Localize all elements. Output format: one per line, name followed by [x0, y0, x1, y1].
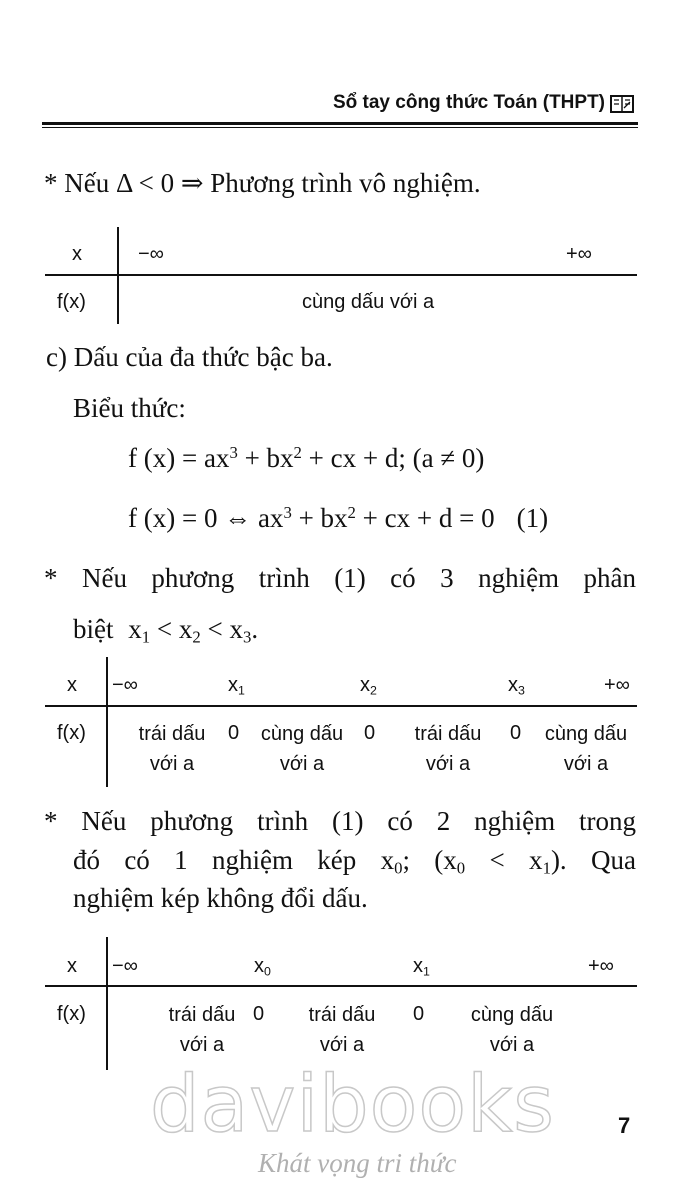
- formula-part: f (x) = ax: [128, 443, 230, 474]
- header-rule: [42, 122, 638, 125]
- watermark-brand: davibooks: [150, 1060, 555, 1150]
- less-than: <: [156, 614, 173, 644]
- text-part: ; (x: [402, 845, 457, 875]
- subscript: 1: [423, 964, 430, 979]
- expression-label: Biểu thức:: [73, 393, 186, 423]
- case-three-roots-line1: * Nếu phương trình (1) có 3 nghiệm phân: [44, 563, 636, 593]
- root-x3: [508, 674, 525, 697]
- section-c-heading: c) Dấu của đa thức bậc ba.: [46, 342, 333, 372]
- sign-text: cùng dấu: [470, 1004, 554, 1026]
- case-two-roots-line2: [73, 845, 636, 879]
- less-than: <: [207, 614, 223, 644]
- table-divider: [117, 227, 119, 324]
- page-number: 7: [618, 1113, 631, 1138]
- formula-part: + cx + d = 0: [355, 503, 495, 534]
- sign-text: với a: [179, 1034, 225, 1056]
- formula-part: + bx: [291, 503, 348, 534]
- case-two-roots-line3: nghiệm kép không đổi dấu.: [73, 883, 368, 913]
- sign-segment-2: [292, 1000, 392, 1060]
- cubic-equation-formula: [128, 503, 548, 534]
- zero-at-x3: 0: [510, 722, 522, 744]
- root-symbol: x: [178, 614, 193, 644]
- case-negative-discriminant: * Nếu Δ < 0 ⇒ Phương trình vô nghiệm.: [44, 168, 481, 198]
- table-divider: [106, 657, 108, 787]
- header-rule-thin: [42, 127, 638, 128]
- sign-text: cùng dấu: [260, 723, 344, 745]
- sign-segment-1: [152, 1000, 252, 1060]
- subscript: 3: [242, 627, 252, 647]
- pos-infinity: +∞: [604, 674, 630, 696]
- subscript: 0: [456, 858, 466, 878]
- x-row-label: x: [72, 243, 82, 265]
- book-icon: [610, 94, 634, 114]
- text-part: đó có 1 nghiệm kép x: [73, 845, 395, 875]
- sign-text: với a: [425, 753, 471, 775]
- root-symbol: x: [360, 674, 370, 696]
- table-divider: [45, 985, 637, 987]
- subscript: 2: [192, 627, 201, 647]
- sign-text: với a: [563, 753, 609, 775]
- zero-at-x1: 0: [228, 722, 240, 744]
- fx-row-label: f(x): [57, 1003, 86, 1025]
- sign-text: cùng dấu: [544, 723, 628, 745]
- table-divider: [45, 274, 637, 276]
- pos-infinity: +∞: [566, 243, 592, 265]
- fx-row-label: f(x): [57, 291, 86, 313]
- root-symbol: x: [508, 674, 518, 696]
- watermark-slogan: Khát vọng tri thức: [258, 1148, 457, 1178]
- neg-infinity: −∞: [112, 955, 138, 977]
- sign-segment-1: [122, 719, 222, 779]
- text-part: biệt: [73, 614, 114, 644]
- exponent: 3: [229, 443, 238, 462]
- x-row-label: x: [67, 674, 77, 696]
- subscript: 1: [141, 627, 151, 647]
- sign-text: trái dấu: [168, 1004, 236, 1026]
- root-symbol: x: [128, 614, 142, 644]
- subscript: 1: [238, 683, 245, 698]
- sign-text: với a: [279, 753, 325, 775]
- cubic-polynomial-formula: [128, 443, 484, 474]
- sign-text: với a: [319, 1034, 365, 1056]
- text-part: < x: [465, 845, 543, 875]
- exponent: 3: [283, 503, 292, 522]
- subscript: 3: [518, 683, 525, 698]
- exponent: 2: [347, 503, 356, 522]
- x-row-label: x: [67, 955, 77, 977]
- neg-infinity: −∞: [112, 674, 138, 696]
- table-divider: [106, 937, 108, 1070]
- case-three-roots-line2: [73, 614, 258, 648]
- sign-text: trái dấu: [308, 1004, 376, 1026]
- subscript: 1: [542, 858, 551, 878]
- sign-cell: cùng dấu với a: [302, 291, 435, 313]
- running-header-title: Sổ tay công thức Toán (THPT): [332, 92, 605, 113]
- subscript: 0: [394, 858, 403, 878]
- pos-infinity: +∞: [588, 955, 614, 977]
- formula-part: + bx: [237, 443, 294, 474]
- zero-at-x0: 0: [253, 1003, 265, 1025]
- root-x2: [360, 674, 377, 697]
- root-symbol: x: [413, 955, 423, 977]
- sign-segment-3: [460, 1000, 564, 1060]
- formula-part: f (x) = 0 ⇔ ax: [128, 503, 284, 534]
- subscript: 0: [264, 964, 271, 979]
- subscript: 2: [370, 683, 377, 698]
- exponent: 2: [293, 443, 302, 462]
- sign-segment-4: [534, 719, 638, 779]
- sign-text: trái dấu: [138, 723, 206, 745]
- sign-text: với a: [149, 753, 195, 775]
- root-x1: [228, 674, 245, 697]
- equation-number: (1): [516, 503, 549, 534]
- sign-segment-2: [250, 719, 354, 779]
- root-x0: [254, 955, 271, 978]
- table-divider: [45, 705, 637, 707]
- case-two-roots-line1: * Nếu phương trình (1) có 2 nghiệm trong: [44, 806, 636, 836]
- zero-at-x1: 0: [413, 1003, 425, 1025]
- root-symbol: x: [228, 674, 238, 696]
- sign-text: trái dấu: [414, 723, 482, 745]
- neg-infinity: −∞: [138, 243, 164, 265]
- zero-at-x2: 0: [364, 722, 376, 744]
- fx-row-label: f(x): [57, 722, 86, 744]
- sign-text: với a: [489, 1034, 535, 1056]
- root-x1: [413, 955, 430, 978]
- root-symbol: x: [254, 955, 264, 977]
- sign-segment-3: [398, 719, 498, 779]
- period: .: [251, 614, 259, 644]
- text-part: ). Qua: [550, 845, 636, 875]
- formula-part: + cx + d; (a ≠ 0): [301, 443, 485, 474]
- root-symbol: x: [229, 614, 243, 644]
